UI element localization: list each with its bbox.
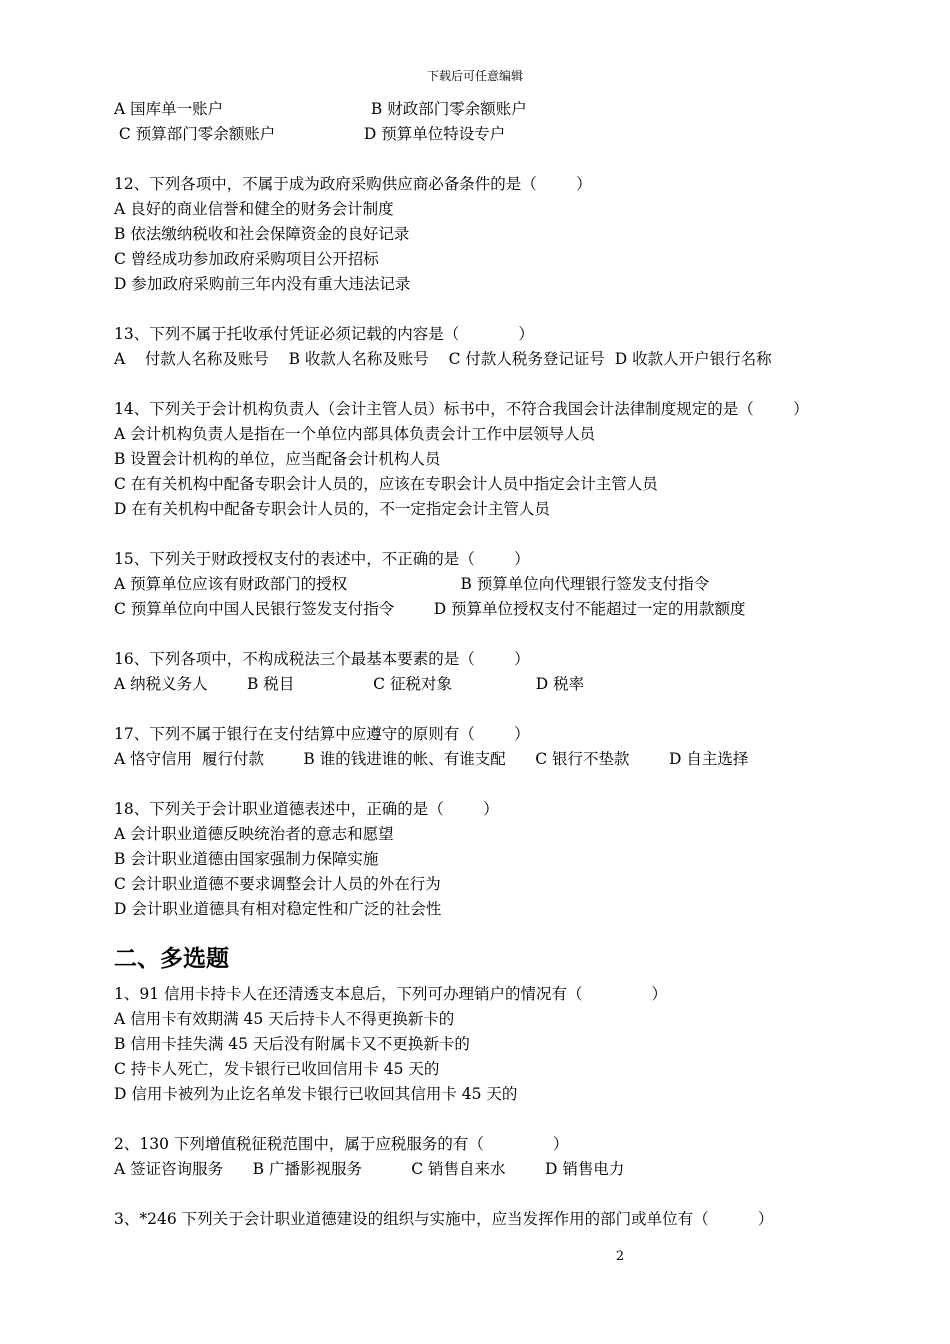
text-line: A 国库单一账户 B 财政部门零余额账户: [114, 100, 527, 118]
text-line: 13、下列不属于托收承付凭证必须记载的内容是（ ）: [114, 325, 534, 343]
blank-line: [114, 1182, 894, 1207]
text-line: C 持卡人死亡，发卡银行已收回信用卡 45 天的: [114, 1060, 440, 1078]
text-line: C 会计职业道德不要求调整会计人员的外在行为: [114, 875, 441, 893]
document-body: [114, 97, 894, 1232]
text-line: A 良好的商业信誉和健全的财务会计制度: [114, 200, 394, 218]
text-line: A 恪守信用 履行付款 B 谁的钱进谁的帐、有谁支配 C 银行不垫款 D 自主选择: [114, 750, 749, 768]
blank-line: [114, 697, 894, 722]
text-line: D 会计职业道德具有相对稳定性和广泛的社会性: [114, 900, 442, 918]
text-line: 3、*246 下列关于会计职业道德建设的组织与实施中，应当发挥作用的部门或单位有（ ）: [114, 1210, 774, 1228]
text-line: C 预算部门零余额账户 D 预算单位特设专户: [114, 125, 506, 143]
text-line: A 预算单位应该有财政部门的授权 B 预算单位向代理银行签发支付指令: [114, 575, 710, 593]
text-line: B 设置会计机构的单位，应当配备会计机构人员: [114, 450, 441, 468]
text-line: A 会计职业道德反映统治者的意志和愿望: [114, 825, 394, 843]
text-line: 14、下列关于会计机构负责人（会计主管人员）标书中，不符合我国会计法律制度规定的是（ ）: [114, 400, 809, 418]
text-line: 2、130 下列增值税征税范围中，属于应税服务的有（ ）: [114, 1135, 569, 1153]
blank-line: [114, 372, 894, 397]
text-line: 1、91 信用卡持卡人在还清透支本息后，下列可办理销户的情况有（ ）: [114, 985, 667, 1003]
page-number: 2: [615, 1249, 625, 1264]
text-line: A 信用卡有效期满 45 天后持卡人不得更换新卡的: [114, 1010, 455, 1028]
text-line: D 信用卡被列为止讫名单发卡银行已收回其信用卡 45 天的: [114, 1085, 518, 1103]
blank-line: [114, 772, 894, 797]
text-line: A 纳税义务人 B 税目 C 征税对象 D 税率: [114, 675, 585, 693]
text-line: B 信用卡挂失满 45 天后没有附属卡又不更换新卡的: [114, 1035, 470, 1053]
text-line: C 预算单位向中国人民银行签发支付指令 D 预算单位授权支付不能超过一定的用款额度: [114, 600, 746, 618]
text-line: D 参加政府采购前三年内没有重大违法记录: [114, 275, 411, 293]
text-line: A 签证咨询服务 B 广播影视服务 C 销售自来水 D 销售电力: [114, 1160, 625, 1178]
text-line: C 在有关机构中配备专职会计人员的，应该在专职会计人员中指定会计主管人员: [114, 475, 658, 493]
text-line: 17、下列不属于银行在支付结算中应遵守的原则有（ ）: [114, 725, 530, 743]
blank-line: [114, 297, 894, 322]
text-line: B 依法缴纳税收和社会保障资金的良好记录: [114, 225, 410, 243]
text-line: 15、下列关于财政授权支付的表述中，不正确的是（ ）: [114, 550, 530, 568]
section-title: 二、多选题: [114, 946, 229, 972]
page-header: 下载后可任意编辑: [426, 69, 523, 83]
blank-line: [114, 522, 894, 547]
text-line: D 在有关机构中配备专职会计人员的，不一定指定会计主管人员: [114, 500, 550, 518]
text-line: 16、下列各项中，不构成税法三个最基本要素的是（ ）: [114, 650, 530, 668]
blank-line: [114, 147, 894, 172]
blank-line: [114, 622, 894, 647]
text-line: A 会计机构负责人是指在一个单位内部具体负责会计工作中层领导人员: [114, 425, 596, 443]
text-line: A 付款人名称及账号 B 收款人名称及账号 C 付款人税务登记证号 D 收款人开户银行名称: [114, 350, 772, 368]
blank-line: [114, 1107, 894, 1132]
text-line: 12、下列各项中，不属于成为政府采购供应商必备条件的是（ ）: [114, 175, 592, 193]
text-line: C 曾经成功参加政府采购项目公开招标: [114, 250, 379, 268]
text-line: 18、下列关于会计职业道德表述中，正确的是（ ）: [114, 800, 499, 818]
text-line: B 会计职业道德由国家强制力保障实施: [114, 850, 379, 868]
